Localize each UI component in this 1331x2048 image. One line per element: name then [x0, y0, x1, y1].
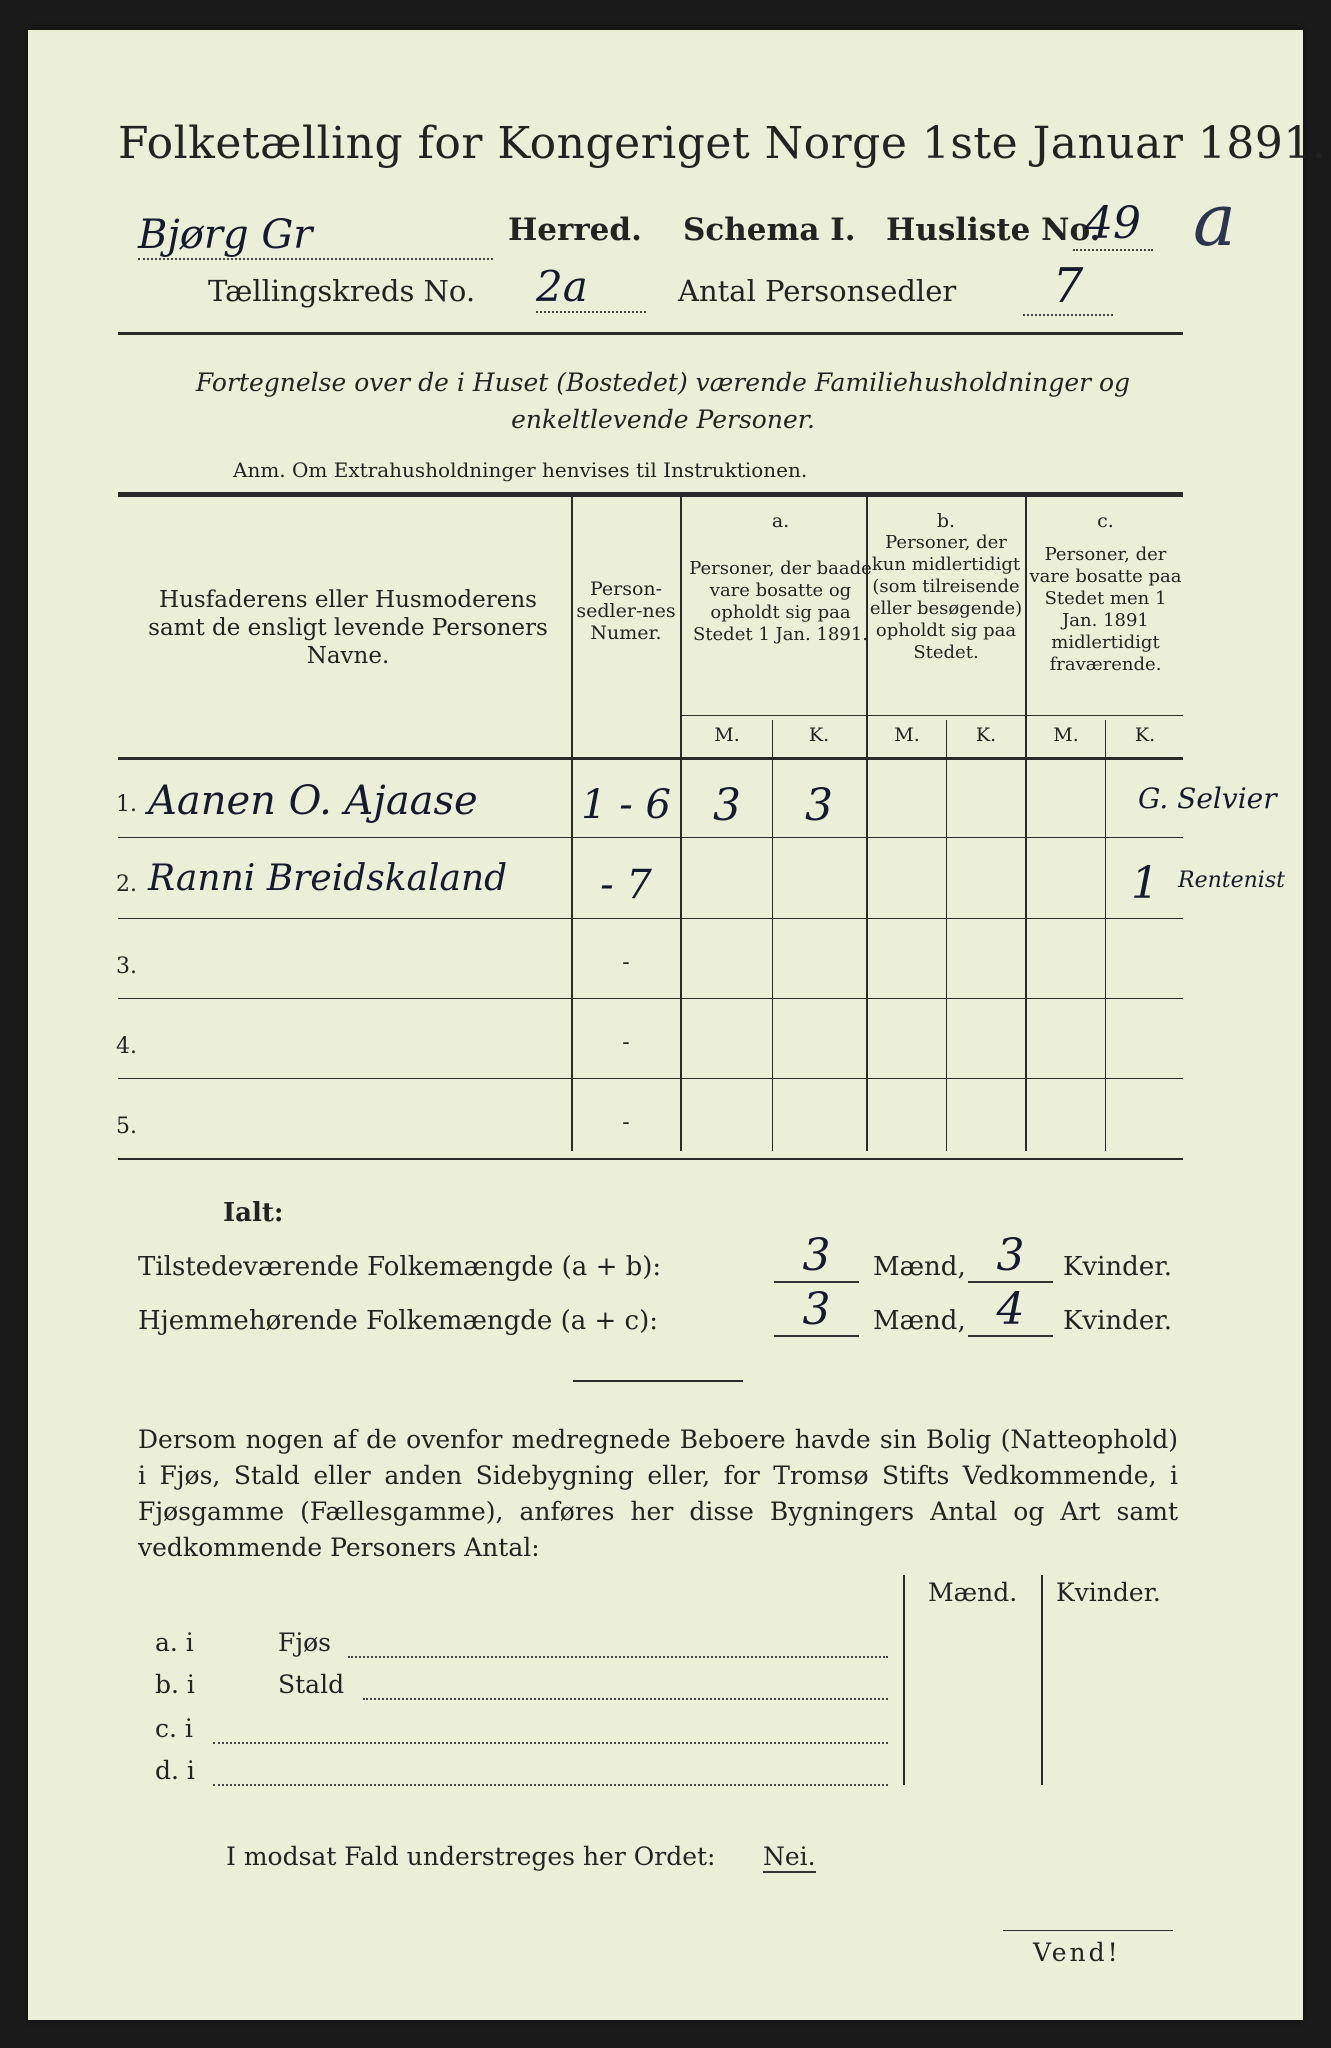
header-rule [118, 332, 1183, 335]
form-title: Folketælling for Kongeriget Norge 1ste Januar 1891. [118, 118, 1327, 169]
col-c-split [1105, 720, 1106, 1151]
personsedler-label: Antal Personsedler [678, 274, 957, 308]
row-number-1: 1. [116, 792, 137, 817]
kreds-label: Tællingskreds No. [208, 274, 476, 308]
ialt-label: Ialt: [223, 1198, 284, 1228]
row-name-1: Aanen O. Ajaase [148, 778, 478, 824]
row-a-k-1: 3 [805, 780, 833, 831]
row-note-1: G. Selvier [1138, 782, 1277, 815]
a-m-label: M. [714, 724, 740, 746]
row-name-2: Ranni Breidskaland [148, 858, 508, 899]
row-line-5 [118, 1158, 1183, 1160]
tilstede-kvinder-label: Kvinder. [1063, 1252, 1173, 1282]
col-header-names: Husfaderens eller Husmoderens samt de ensligt levende Personers Navne. [148, 587, 548, 669]
building-row-d-label: d. i [155, 1756, 195, 1785]
col-header-b-letter: b. [936, 510, 956, 532]
row-line-4 [118, 1078, 1183, 1079]
tilstede-maend-value: 3 [774, 1230, 859, 1283]
schema-label: Schema I. [683, 212, 856, 248]
herred-field [138, 212, 498, 260]
building-row-a-dots [348, 1656, 888, 1658]
tilstede-label: Tilstedeværende Folkemængde (a + b): [138, 1252, 662, 1282]
building-row-b-label: b. i [155, 1670, 195, 1699]
c-m-label: M. [1053, 724, 1079, 746]
buildings-paragraph: Dersom nogen af de ovenfor medregnede Beboere havde sin Bolig (Natteophold) i Fjøs, Stald eller anden Sidebygning eller, for Tromsø Stifts Vedkommende, i Fjøsgamme (Fællesgamme), anføres her disse Bygningers Antal og Art samt vedkommende Personers Antal: [138, 1425, 1178, 1562]
row-numer-2: - 7 [600, 862, 652, 908]
b-m-label: M. [894, 724, 920, 746]
building-row-a-name: Fjøs [278, 1628, 331, 1657]
a-k-label: K. [808, 724, 830, 746]
col-header-c: Personer, der vare bosatte paa Stedet men 1 Jan. 1891 midlertidigt fraværende. [1029, 544, 1182, 675]
hjemme-label: Hjemmehørende Folkemængde (a + c): [138, 1306, 658, 1336]
buildings-divider-1 [903, 1575, 905, 1785]
vend-label: Vend! [1033, 1938, 1121, 1967]
form-description: Fortegnelse over de i Huset (Bostedet) værende Familiehusholdninger og enkeltlevende Personer. [195, 368, 1131, 434]
row-note-2: Rentenist [1178, 868, 1285, 893]
row-number-5: 5. [116, 1114, 137, 1139]
building-row-d-dots [213, 1784, 888, 1786]
buildings-kvinder-header: Kvinder. [1056, 1578, 1161, 1607]
personsedler-count: 7 [1023, 258, 1113, 316]
col-divider-1 [571, 496, 573, 1151]
tilstede-maend-label: Mænd, [873, 1252, 966, 1282]
row-numer-4: - [622, 1030, 630, 1055]
husliste-number: 49 [1073, 198, 1153, 251]
b-k-label: K. [975, 724, 997, 746]
col-header-b: Personer, der kun midlertidigt (som tilreisende eller besøgende) opholdt sig paa Stedet. [869, 532, 1023, 663]
c-k-label: K. [1134, 724, 1156, 746]
table-header-rule [118, 757, 1183, 760]
row-a-m-1: 3 [713, 780, 741, 831]
hjemme-kvinder-label: Kvinder. [1063, 1306, 1173, 1336]
building-row-b-name: Stald [278, 1670, 345, 1699]
hjemme-maend-label: Mænd, [873, 1306, 966, 1336]
col-header-a-letter: a. [771, 510, 790, 532]
nei-word: Nei. [763, 1842, 816, 1871]
herred-value: Bjørg Gr [138, 212, 493, 260]
census-form-sheet [28, 30, 1327, 2020]
building-row-c-dots [213, 1742, 888, 1744]
buildings-maend-header: Mænd. [928, 1578, 1018, 1607]
hjemme-kvinder-value: 4 [968, 1284, 1053, 1337]
row-number-4: 4. [116, 1034, 137, 1059]
row-number-3: 3. [116, 954, 137, 979]
col-a-split [772, 720, 773, 1151]
col-header-a: Personer, der baade vare bosatte og opholdt sig paa Stedet 1 Jan. 1891. [689, 558, 872, 645]
table-top-rule [118, 492, 1183, 497]
buildings-divider-2 [1041, 1575, 1043, 1785]
hjemme-maend-value: 3 [774, 1284, 859, 1337]
row-line-3 [118, 998, 1183, 999]
modsat-text: I modsat Fald understreges her Ordet: [226, 1842, 716, 1871]
col-divider-2 [680, 496, 682, 1151]
husliste-label: Husliste No. [886, 212, 1101, 248]
margin-annotation: a [1193, 178, 1236, 262]
section-divider [573, 1380, 743, 1382]
row-c-k-2: 1 [1131, 858, 1159, 909]
building-row-c-label: c. i [155, 1714, 193, 1743]
col-header-c-letter: c. [1097, 510, 1114, 532]
row-numer-1: 1 - 6 [581, 782, 671, 828]
row-numer-3: - [622, 950, 630, 975]
building-row-b-dots [363, 1698, 888, 1700]
row-line-2 [118, 918, 1183, 919]
tilstede-kvinder-value: 3 [968, 1230, 1053, 1283]
kreds-number: 2a [536, 262, 646, 313]
row-number-2: 2. [116, 872, 137, 897]
col-header-numer: Person-sedler-nes Numer. [576, 578, 676, 644]
col-divider-4 [1025, 496, 1027, 1151]
herred-label: Herred. [508, 212, 642, 248]
row-line-1 [118, 837, 1183, 838]
building-row-a-label: a. i [155, 1628, 194, 1657]
row-numer-5: - [622, 1110, 630, 1135]
vend-rule [1003, 1930, 1173, 1931]
annotation-note: Anm. Om Extrahusholdninger henvises til Instruktionen. [233, 458, 808, 482]
col-b-split [946, 720, 947, 1151]
mk-rule [680, 715, 1183, 716]
